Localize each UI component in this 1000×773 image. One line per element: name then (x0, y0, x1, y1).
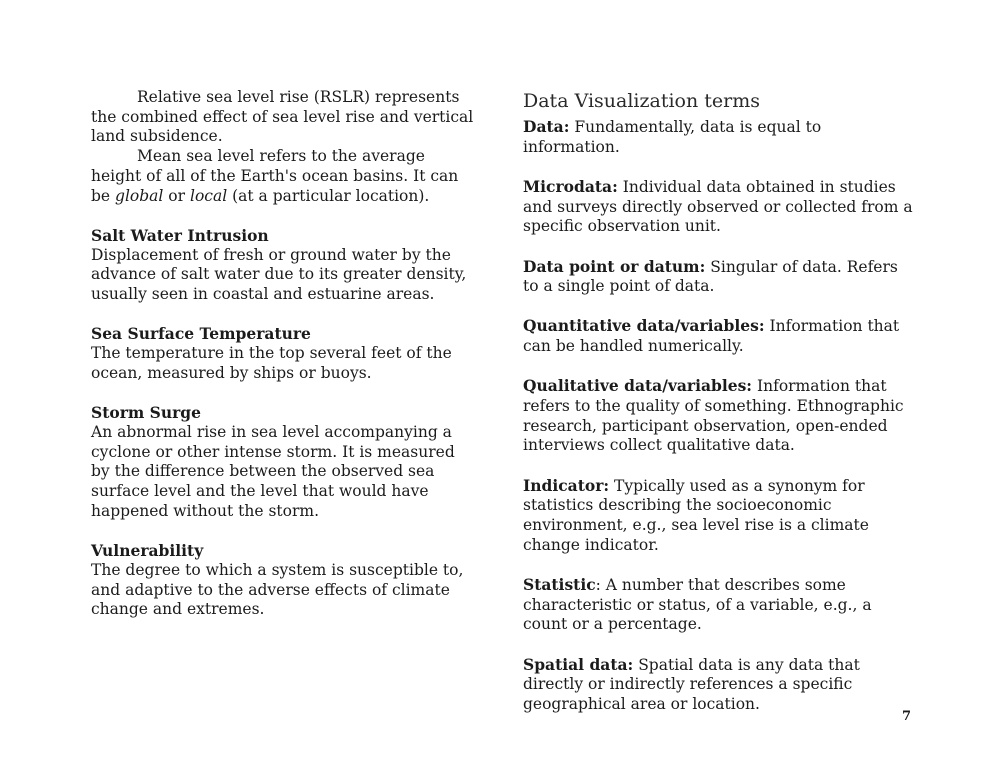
entry-term: Data: (523, 117, 570, 136)
entry-definition: Fundamentally, data is equal to information. (523, 118, 822, 156)
entry-term: Indicator: (523, 475, 610, 495)
term-body: An abnormal rise in sea level accompanying a cyclone or other intense storm. It is measured by the difference between the observed sea surface level and the level that would have happened without the storm. (91, 422, 455, 520)
entry-definition: Spatial data is any data that directly or indirectly references a specific geographical area or location. (523, 655, 860, 713)
glossary-entry-indicator (523, 476, 913, 556)
msl-local-italic: local (189, 186, 228, 205)
msl-text-2: or (163, 186, 190, 205)
msl-text-3: (at a particular location). (227, 186, 430, 205)
term-body: The degree to which a system is susceptible to, and adaptive to the adverse effects of climate change and extremes. (91, 560, 464, 619)
entry-definition: Typically used as a synonym for statistics describing the socioeconomic environment, e.g., sea level rise is a climate change indicator. (523, 476, 869, 554)
entry-term: Data point or datum: (523, 256, 706, 276)
term-sea-surface-temperature (91, 324, 475, 383)
entry-term: Quantitative data/variables: (523, 316, 765, 336)
glossary-entry-quantitative (523, 316, 913, 356)
term-storm-surge (91, 403, 475, 521)
entry-term: Microdata: (523, 176, 618, 196)
entry-definition: Information that can be handled numerically. (523, 317, 900, 356)
term-heading: Storm Surge (91, 403, 201, 423)
entry-definition: Individual data obtained in studies and surveys directly observed or collected from a specific observation unit. (523, 177, 913, 236)
rslr-text: Relative sea level rise (RSLR) represents the combined effect of sea level rise and vertical land subsidence. (91, 88, 474, 146)
term-body: Displacement of fresh or ground water by the advance of salt water due to its greater density, usually seen in coastal and estuarine areas. (91, 245, 467, 304)
entry-definition: : A number that describes some characteristic or status, of a variable, e.g., a count or a percentage. (523, 575, 872, 634)
term-salt-water-intrusion (91, 226, 475, 305)
msl-text-1: Mean sea level refers to the average height of all of the Earth's ocean basins. It can be (91, 147, 459, 205)
entry-definition: Singular of data. Refers to a single point of data. (523, 257, 898, 296)
term-heading: Sea Surface Temperature (91, 324, 311, 344)
entry-term: Qualitative data/variables: (523, 376, 753, 396)
term-vulnerability (91, 541, 475, 620)
entry-term: Statistic (523, 574, 596, 594)
glossary-entry-microdata (523, 177, 913, 237)
right-column (523, 89, 913, 715)
page-number: 7 (902, 709, 912, 724)
glossary-entry-qualitative (523, 376, 913, 456)
entry-definition: Information that refers to the quality of something. Ethnographic research, participant observation, open-ended interviews collect qualitative data. (523, 377, 904, 455)
term-heading: Salt Water Intrusion (91, 225, 269, 245)
glossary-entry-data-point (523, 257, 913, 297)
rslr-paragraph (91, 88, 475, 147)
term-heading: Vulnerability (91, 541, 204, 561)
term-body: The temperature in the top several feet of the ocean, measured by ships or buoys. (91, 344, 452, 382)
glossary-entry-statistic (523, 575, 913, 635)
entry-term: Spatial data: (523, 654, 634, 674)
section-title: Data Visualization terms (523, 90, 760, 112)
msl-global-italic: global (115, 186, 164, 205)
glossary-entry-data (523, 117, 913, 157)
mean-sea-level-paragraph (91, 147, 475, 206)
glossary-entry-spatial-data (523, 655, 913, 715)
left-column (91, 88, 475, 620)
